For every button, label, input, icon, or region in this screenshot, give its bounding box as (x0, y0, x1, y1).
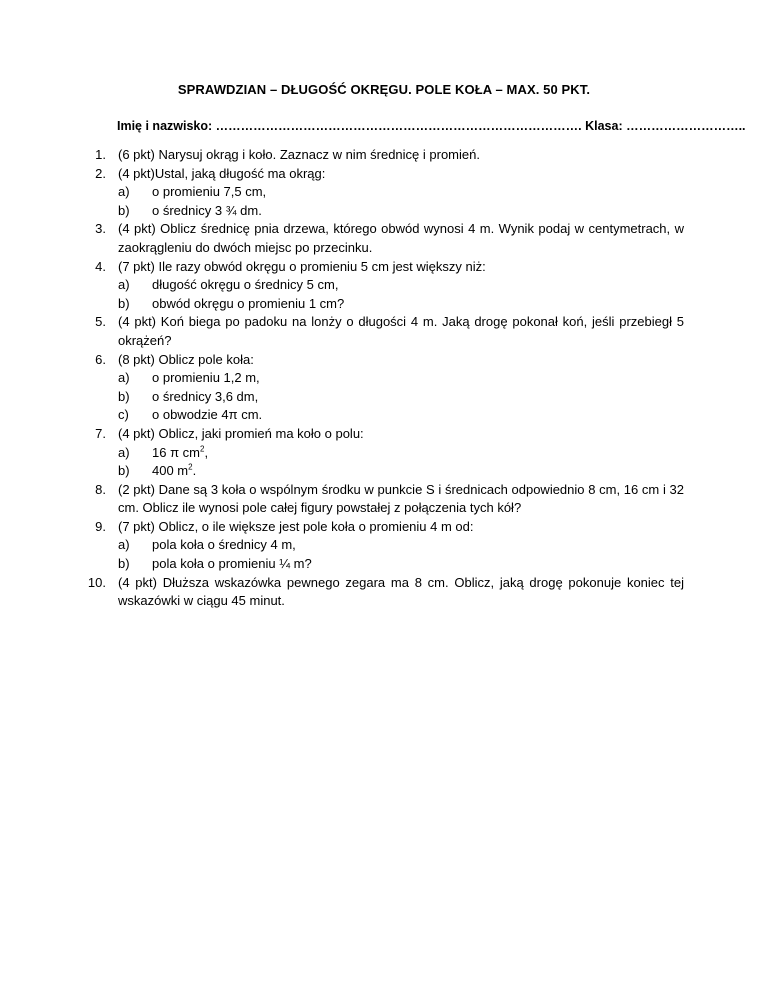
task-number: 6. (95, 351, 106, 367)
subtask-text: pola koła o promieniu ¼ m? (152, 556, 312, 572)
subtask-item (118, 388, 684, 407)
subtask-punctuation: , (204, 444, 209, 460)
superscript: 2 (188, 462, 193, 472)
task-item (84, 165, 684, 184)
task-number: 7. (95, 425, 106, 441)
subtask-item (118, 444, 684, 463)
subtask-text: o promieniu 7,5 cm, (152, 184, 267, 200)
task-number: 3. (95, 221, 106, 237)
task-item (84, 258, 684, 277)
task-item (84, 425, 684, 444)
subtask-item (118, 462, 684, 481)
subtask-letter: a) (118, 277, 130, 293)
subtask-text: o średnicy 3 ¾ dm. (152, 202, 262, 218)
subtask-item (118, 369, 684, 388)
subtask-item (118, 536, 684, 555)
student-name-line: Imię i nazwisko: ……………………………………………………………………………. Klasa: ……………………….. (117, 119, 746, 133)
task-text: (4 pkt) Dłuższa wskazówka pewnego zegara ma 8 cm. Oblicz, jaką drogę pokonuje koniec tej wskazówki w ciągu 45 minut. (118, 574, 684, 609)
subtask-text: o obwodzie 4π cm. (152, 407, 263, 423)
subtask-item (118, 276, 684, 295)
subtask-item (118, 555, 684, 574)
subtask-item (118, 295, 684, 314)
task-item (84, 220, 684, 257)
task-text: (7 pkt) Oblicz, o ile większe jest pole koła o promieniu 4 m od: (118, 518, 474, 534)
task-number: 8. (95, 481, 106, 497)
subtask-letter: b) (118, 202, 130, 218)
task-number: 5. (95, 314, 106, 330)
task-text: (2 pkt) Dane są 3 koła o wspólnym środku w punkcie S i średnicach odpowiednio 8 cm, 16 cm i 32 cm. Oblicz ile wynosi pole całej figury powstałej z połączenia tych kół? (118, 481, 684, 516)
task-text: (4 pkt) Oblicz, jaki promień ma koło o polu: (118, 425, 364, 441)
subtask-text: o promieniu 1,2 m, (152, 370, 260, 386)
task-item (84, 518, 684, 537)
subtask-text: długość okręgu o średnicy 5 cm, (152, 277, 339, 293)
task-item (84, 481, 684, 518)
subtask-letter: a) (118, 537, 130, 553)
subtask-letter: c) (118, 407, 129, 423)
task-list (84, 146, 684, 611)
superscript: 2 (199, 444, 205, 454)
task-number: 10. (87, 574, 106, 590)
subtask-punctuation: . (192, 463, 197, 479)
subtask-letter: b) (118, 388, 130, 404)
task-item (84, 351, 684, 370)
subtask-text: o średnicy 3,6 dm, (152, 388, 259, 404)
subtask-letter: b) (118, 556, 130, 572)
task-number: 4. (95, 258, 106, 274)
task-number: 9. (95, 518, 106, 534)
task-text: (8 pkt) Oblicz pole koła: (118, 351, 254, 367)
subtask-letter: a) (118, 184, 130, 200)
task-item (84, 313, 684, 350)
subtask-item (118, 202, 684, 221)
subtask-letter: a) (118, 444, 130, 460)
task-text: (4 pkt)Ustal, jaką długość ma okrąg: (118, 165, 326, 181)
subtask-letter: a) (118, 370, 130, 386)
task-text: (7 pkt) Ile razy obwód okręgu o promieniu 5 cm jest większy niż: (118, 258, 486, 274)
subtask-text: obwód okręgu o promieniu 1 cm? (152, 295, 345, 311)
task-item (84, 146, 684, 165)
subtask-text: 400 m (152, 463, 189, 479)
task-text: (6 pkt) Narysuj okrąg i koło. Zaznacz w nim średnicę i promień. (118, 147, 480, 162)
task-item (84, 574, 684, 611)
page-title: SPRAWDZIAN – DŁUGOŚĆ OKRĘGU. POLE KOŁA – MAX. 50 PKT. (177, 82, 591, 97)
subtask-text: 16 π cm (152, 444, 200, 460)
subtask-letter: b) (118, 463, 130, 479)
subtask-text: pola koła o średnicy 4 m, (152, 537, 296, 553)
task-number: 1. (95, 147, 106, 162)
subtask-item (118, 406, 684, 425)
task-text: (4 pkt) Koń biega po padoku na lonży o długości 4 m. Jaką drogę pokonał koń, jeśli przebiegł 5 okrążeń? (118, 314, 684, 348)
task-text: (4 pkt) Oblicz średnicę pnia drzewa, którego obwód wynosi 4 m. Wynik podaj w centymetrach, w zaokrągleniu do dwóch miejsc po przecinku. (118, 221, 684, 255)
subtask-item (118, 183, 684, 202)
subtask-letter: b) (118, 295, 130, 311)
task-number: 2. (95, 165, 106, 181)
